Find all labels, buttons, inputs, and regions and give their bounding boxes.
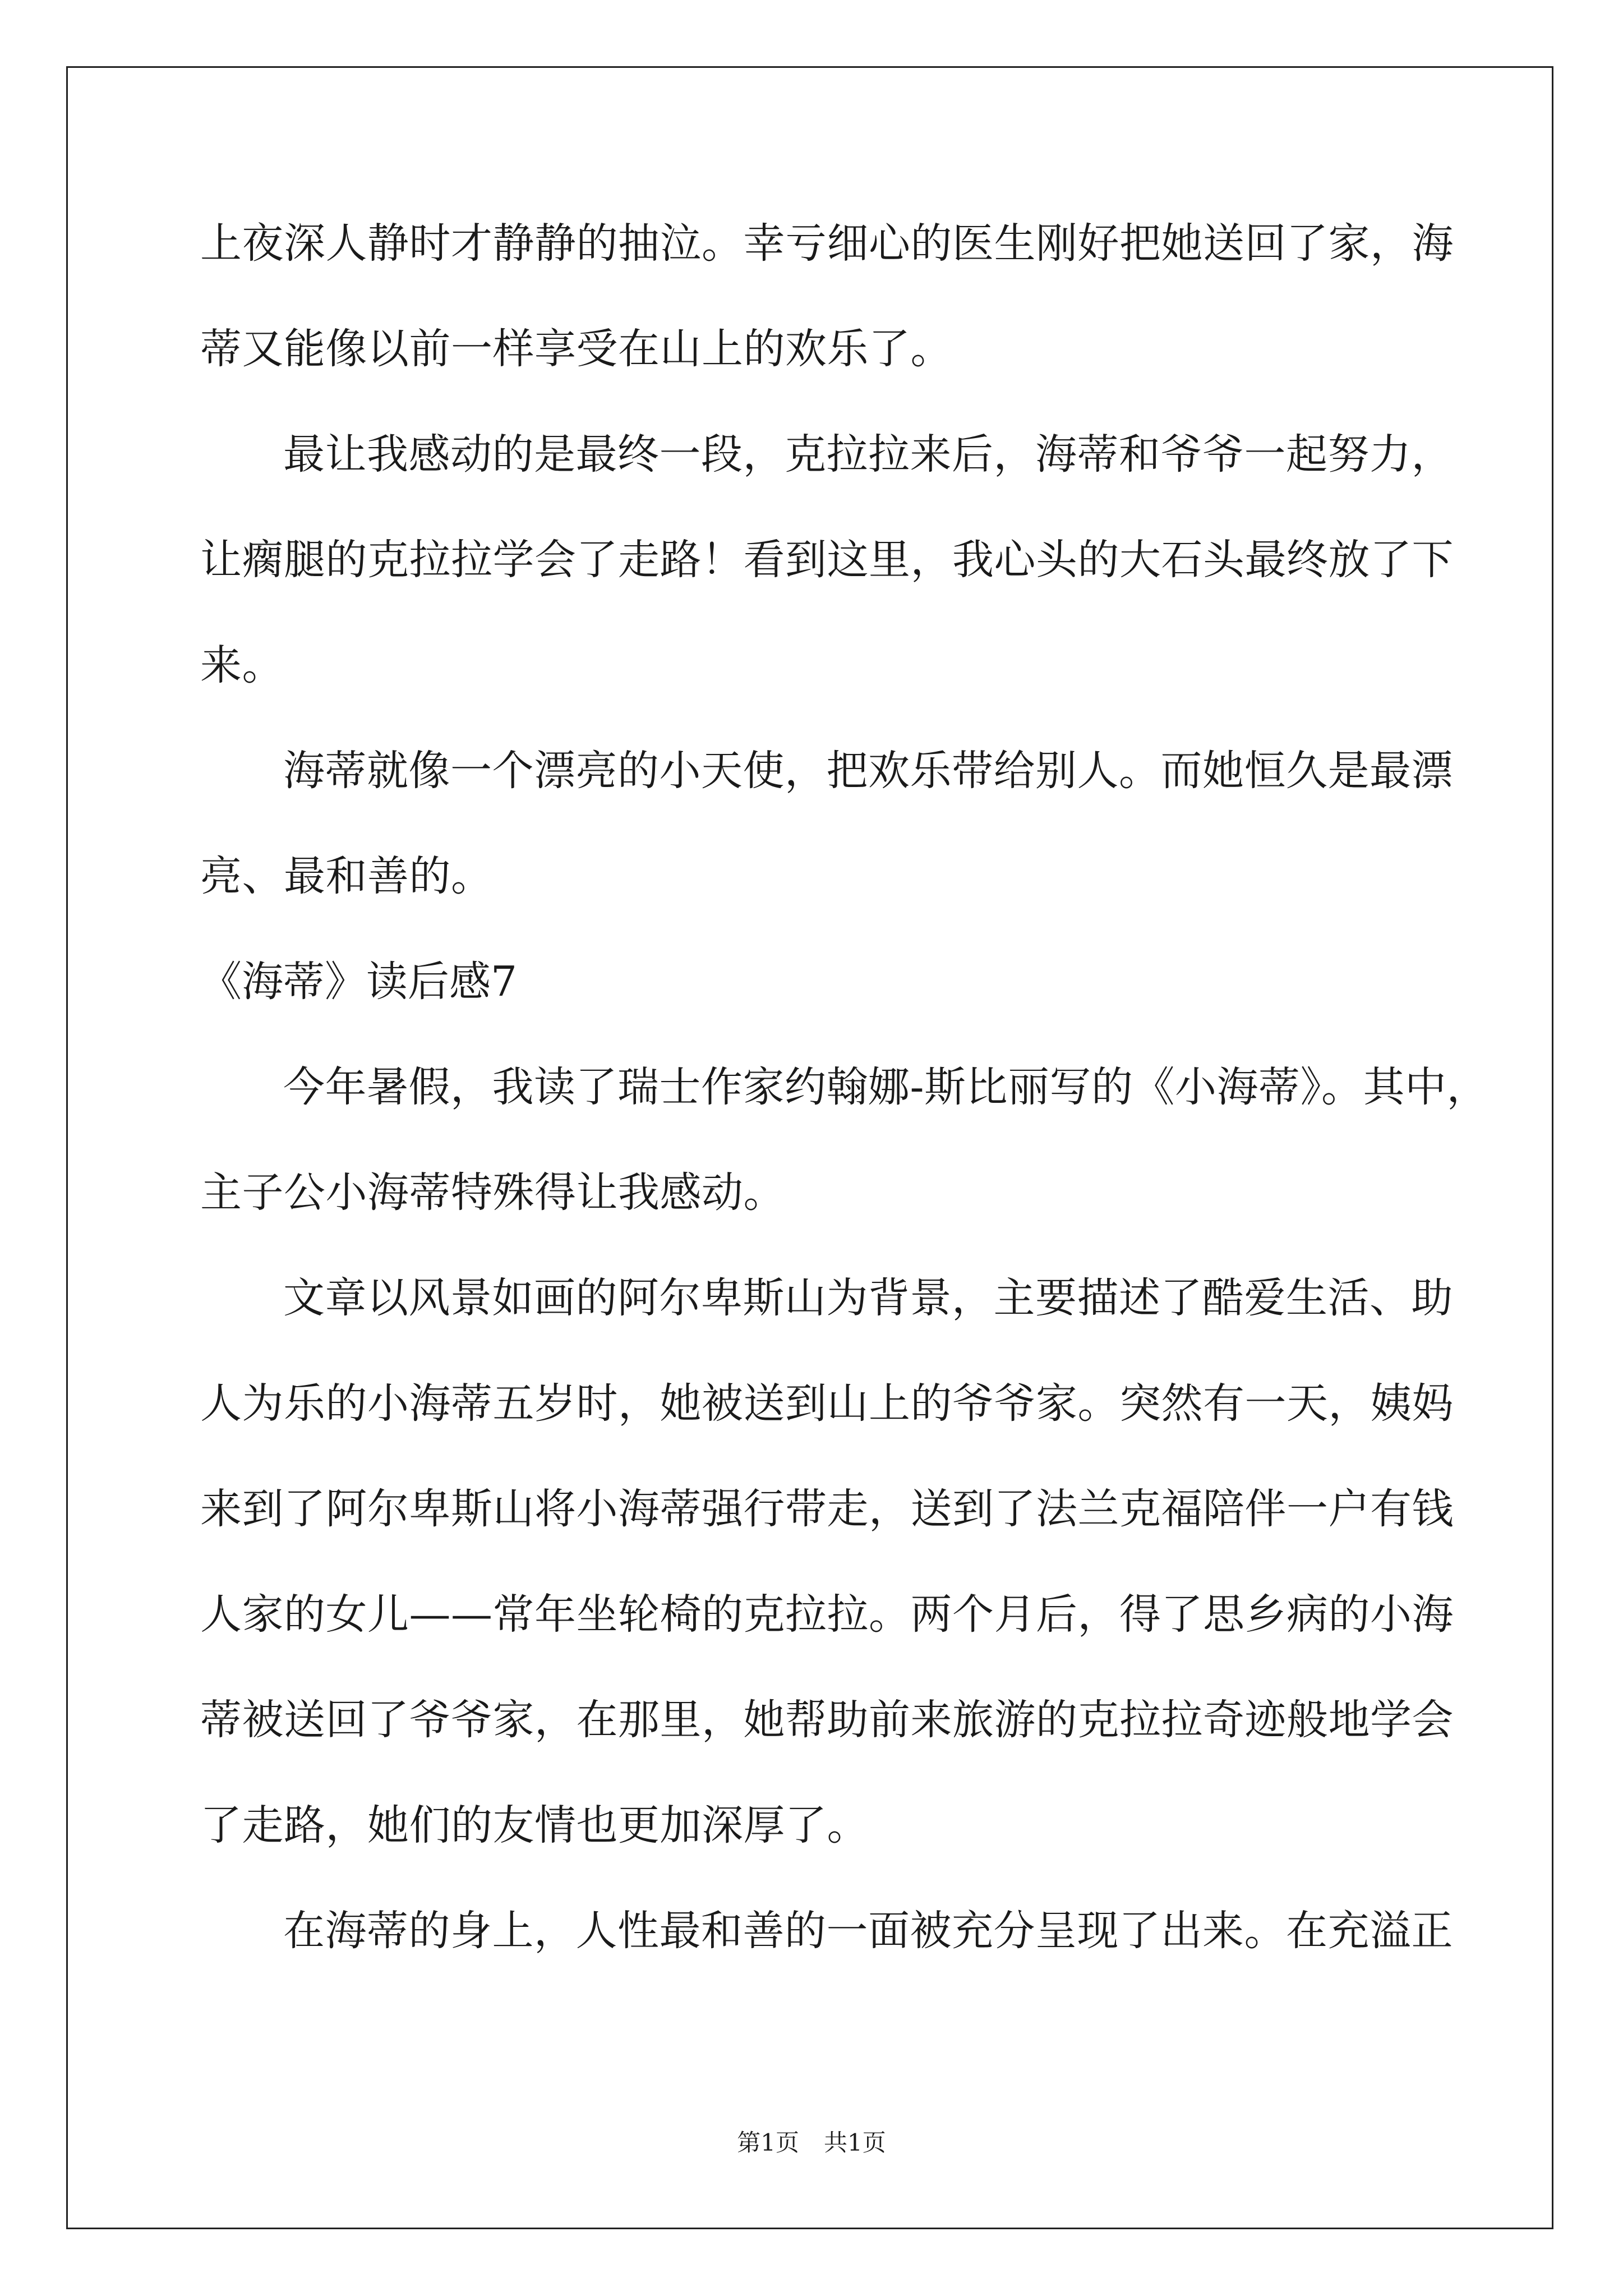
text-line: 来。 bbox=[200, 641, 284, 689]
text-line: 蒂被送回了爷爷家，在那里，她帮助前来旅游的克拉拉奇迹般地学会 bbox=[200, 1696, 1454, 1744]
text-line: 人为乐的小海蒂五岁时，她被送到山上的爷爷家。突然有一天，姨妈 bbox=[200, 1379, 1454, 1428]
paragraph-start-line: 在海蒂的身上，人性最和善的一面被充分呈现了出来。在充溢正 bbox=[283, 1907, 1453, 1955]
page-number: 第1页 bbox=[737, 2129, 799, 2156]
paragraph-start-line: 海蒂就像一个漂亮的小天使，把欢乐带给别人。而她恒久是最漂 bbox=[283, 747, 1453, 795]
text-line: 人家的女儿——常年坐轮椅的克拉拉。两个月后，得了思乡病的小海 bbox=[200, 1590, 1454, 1639]
text-line: 了走路，她们的友情也更加深厚了。 bbox=[200, 1801, 869, 1849]
text-line: 让瘸腿的克拉拉学会了走路！看到这里，我心头的大石头最终放了下 bbox=[200, 536, 1454, 584]
page-footer bbox=[0, 2126, 1623, 2160]
section-heading: 《海蒂》读后感7 bbox=[200, 958, 518, 1006]
text-line: 上夜深人静时才静静的抽泣。幸亏细心的医生刚好把她送回了家，海 bbox=[200, 219, 1454, 268]
text-line: 蒂又能像以前一样享受在山上的欢乐了。 bbox=[200, 325, 952, 373]
text-line: 亮、最和善的。 bbox=[200, 852, 493, 900]
document-body bbox=[200, 191, 1489, 1984]
paragraph-start-line: 最让我感动的是最终一段，克拉拉来后，海蒂和爷爷一起努力， bbox=[283, 430, 1453, 478]
text-line: 来到了阿尔卑斯山将小海蒂强行带走，送到了法兰克福陪伴一户有钱 bbox=[200, 1485, 1454, 1533]
text-line: 主子公小海蒂特殊得让我感动。 bbox=[200, 1168, 785, 1217]
page-total: 共1页 bbox=[824, 2129, 886, 2156]
paragraph-start-line: 今年暑假，我读了瑞士作家约翰娜-斯比丽写的《小海蒂》。其中， bbox=[283, 1063, 1489, 1111]
paragraph-start-line: 文章以风景如画的阿尔卑斯山为背景，主要描述了酷爱生活、助 bbox=[283, 1274, 1453, 1322]
